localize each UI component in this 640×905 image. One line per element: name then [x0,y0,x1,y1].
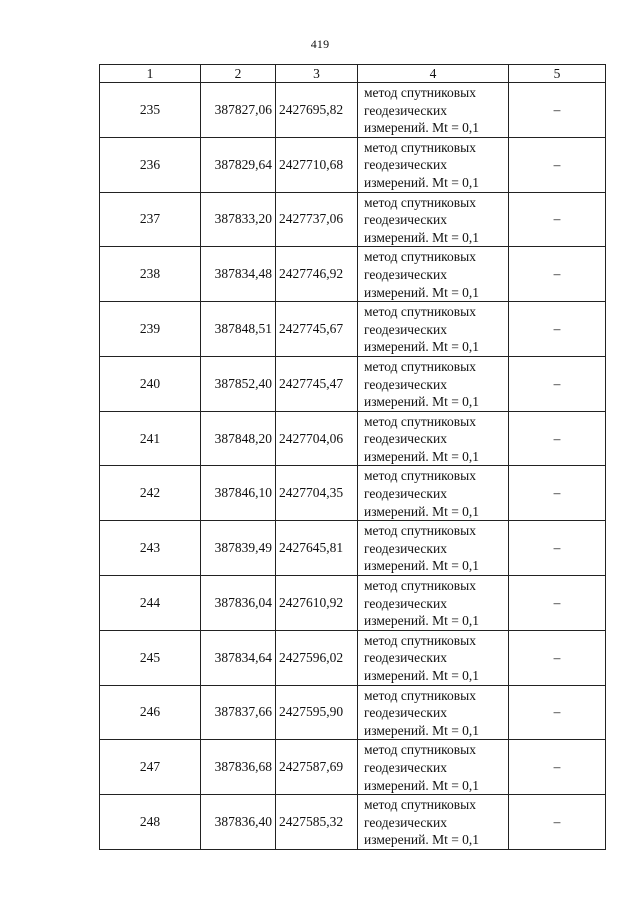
method-cell [358,521,509,576]
column-header-4: 4 [358,65,509,83]
dash-mark: – [553,540,561,556]
column-5-cell [509,795,606,850]
method-line-3: измерений. Mt = 0,1 [364,503,480,519]
x-coordinate-cell: 387836,68 [201,740,276,795]
method-line-2: геодезических [364,486,447,502]
x-coordinate-cell: 387836,04 [201,576,276,631]
column-5-cell [509,83,606,138]
point-number-cell: 247 [100,740,201,795]
table-row [100,521,606,576]
method-cell [358,685,509,740]
point-number-cell: 237 [100,192,201,247]
method-line-1: метод спутниковых [364,85,476,100]
table-row [100,576,606,631]
dash-mark: – [553,101,561,117]
y-coordinate-cell: 2427695,82 [276,83,358,138]
x-coordinate-cell: 387848,51 [201,302,276,357]
method-line-2: геодезических [364,157,447,173]
method-line-3: измерений. Mt = 0,1 [364,229,480,245]
method-line-3: измерений. Mt = 0,1 [364,777,480,793]
method-line-2: геодезических [364,540,447,556]
column-5-cell [509,740,606,795]
x-coordinate-cell: 387834,48 [201,247,276,302]
method-line-3: измерений. Mt = 0,1 [364,174,480,190]
method-cell [358,411,509,466]
y-coordinate-cell: 2427704,06 [276,411,358,466]
method-line-3: измерений. Mt = 0,1 [364,558,480,574]
page-number: 419 [310,37,330,51]
x-coordinate-cell: 387837,66 [201,685,276,740]
method-line-2: геодезических [364,266,447,282]
method-line-3: измерений. Mt = 0,1 [364,448,480,464]
table-row [100,356,606,411]
y-coordinate-cell: 2427610,92 [276,576,358,631]
method-line-3: измерений. Mt = 0,1 [364,339,480,355]
table-header [100,65,606,83]
method-cell [358,247,509,302]
dash-mark: – [553,485,561,501]
y-coordinate-cell: 2427596,02 [276,630,358,685]
method-line-2: геодезических [364,814,447,830]
dash-mark: – [553,704,561,720]
y-coordinate-cell: 2427745,67 [276,302,358,357]
point-number-cell: 242 [100,466,201,521]
method-line-2: геодезических [364,376,447,392]
method-line-3: измерений. Mt = 0,1 [364,613,480,629]
point-number-cell: 248 [100,795,201,850]
method-line-2: геодезических [364,102,447,118]
table-row [100,740,606,795]
dash-mark: – [553,211,561,227]
table-row [100,630,606,685]
column-5-cell [509,247,606,302]
method-line-3: измерений. Mt = 0,1 [364,120,480,136]
y-coordinate-cell: 2427737,06 [276,192,358,247]
method-cell [358,466,509,521]
column-header-3: 3 [276,65,358,83]
dash-mark: – [553,759,561,775]
dash-mark: – [553,430,561,446]
table-row [100,137,606,192]
column-5-cell [509,521,606,576]
table-row [100,795,606,850]
method-line-1: метод спутниковых [364,358,476,374]
column-5-cell [509,302,606,357]
x-coordinate-cell: 387836,40 [201,795,276,850]
method-cell [358,356,509,411]
method-cell [358,630,509,685]
method-line-1: метод спутниковых [364,742,476,758]
column-5-cell [509,411,606,466]
column-header-2: 2 [201,65,276,83]
header-row [100,65,606,83]
method-line-1: метод спутниковых [364,413,476,429]
method-line-1: метод спутниковых [364,523,476,539]
table-row [100,685,606,740]
method-line-2: геодезических [364,705,447,721]
method-line-1: метод спутниковых [364,797,476,813]
method-line-3: измерений. Mt = 0,1 [364,284,480,300]
method-line-3: измерений. Mt = 0,1 [364,722,480,738]
y-coordinate-cell: 2427704,35 [276,466,358,521]
method-line-2: геодезических [364,321,447,337]
point-number-cell: 239 [100,302,201,357]
method-line-1: метод спутниковых [364,632,476,648]
method-cell [358,795,509,850]
dash-mark: – [553,321,561,337]
method-line-1: метод спутниковых [364,194,476,210]
method-cell [358,192,509,247]
x-coordinate-cell: 387829,64 [201,137,276,192]
table-row [100,192,606,247]
point-number-cell: 238 [100,247,201,302]
x-coordinate-cell: 387852,40 [201,356,276,411]
x-coordinate-cell: 387833,20 [201,192,276,247]
column-5-cell [509,356,606,411]
column-5-cell [509,466,606,521]
point-number-cell: 235 [100,83,201,138]
column-header-1: 1 [100,65,201,83]
table-body [100,83,606,850]
y-coordinate-cell: 2427745,47 [276,356,358,411]
point-number-cell: 236 [100,137,201,192]
x-coordinate-cell: 387827,06 [201,83,276,138]
method-line-2: геодезических [364,650,447,666]
method-line-2: геодезических [364,759,447,775]
x-coordinate-cell: 387839,49 [201,521,276,576]
y-coordinate-cell: 2427645,81 [276,521,358,576]
point-number-cell: 246 [100,685,201,740]
dash-mark: – [553,594,561,610]
point-number-cell: 241 [100,411,201,466]
point-number-cell: 240 [100,356,201,411]
method-cell [358,302,509,357]
method-line-2: геодезических [364,431,447,447]
method-line-3: измерений. Mt = 0,1 [364,394,480,410]
method-cell [358,83,509,138]
method-cell [358,740,509,795]
method-line-2: геодезических [364,595,447,611]
x-coordinate-cell: 387834,64 [201,630,276,685]
y-coordinate-cell: 2427595,90 [276,685,358,740]
y-coordinate-cell: 2427587,69 [276,740,358,795]
column-5-cell [509,576,606,631]
column-5-cell [509,685,606,740]
method-line-1: метод спутниковых [364,468,476,484]
dash-mark: – [553,649,561,665]
method-line-1: метод спутниковых [364,139,476,155]
table-row [100,302,606,357]
coordinates-table [99,64,606,850]
y-coordinate-cell: 2427585,32 [276,795,358,850]
table-row [100,466,606,521]
method-line-2: геодезических [364,212,447,228]
point-number-cell: 243 [100,521,201,576]
method-line-3: измерений. Mt = 0,1 [364,832,480,848]
column-5-cell [509,137,606,192]
method-line-3: измерений. Mt = 0,1 [364,668,480,683]
method-line-1: метод спутниковых [364,687,476,703]
column-5-cell [509,192,606,247]
method-line-1: метод спутниковых [364,249,476,265]
x-coordinate-cell: 387848,20 [201,411,276,466]
table-row [100,411,606,466]
point-number-cell: 244 [100,576,201,631]
table-row [100,83,606,138]
y-coordinate-cell: 2427710,68 [276,137,358,192]
dash-mark: – [553,375,561,391]
method-line-1: метод спутниковых [364,578,476,594]
point-number-cell: 245 [100,630,201,685]
column-header-5: 5 [509,65,606,83]
x-coordinate-cell: 387846,10 [201,466,276,521]
column-5-cell [509,630,606,685]
table-row [100,247,606,302]
method-line-1: метод спутниковых [364,304,476,320]
dash-mark: – [553,156,561,172]
method-cell [358,137,509,192]
y-coordinate-cell: 2427746,92 [276,247,358,302]
dash-mark: – [553,814,561,830]
method-cell [358,576,509,631]
dash-mark: – [553,266,561,282]
